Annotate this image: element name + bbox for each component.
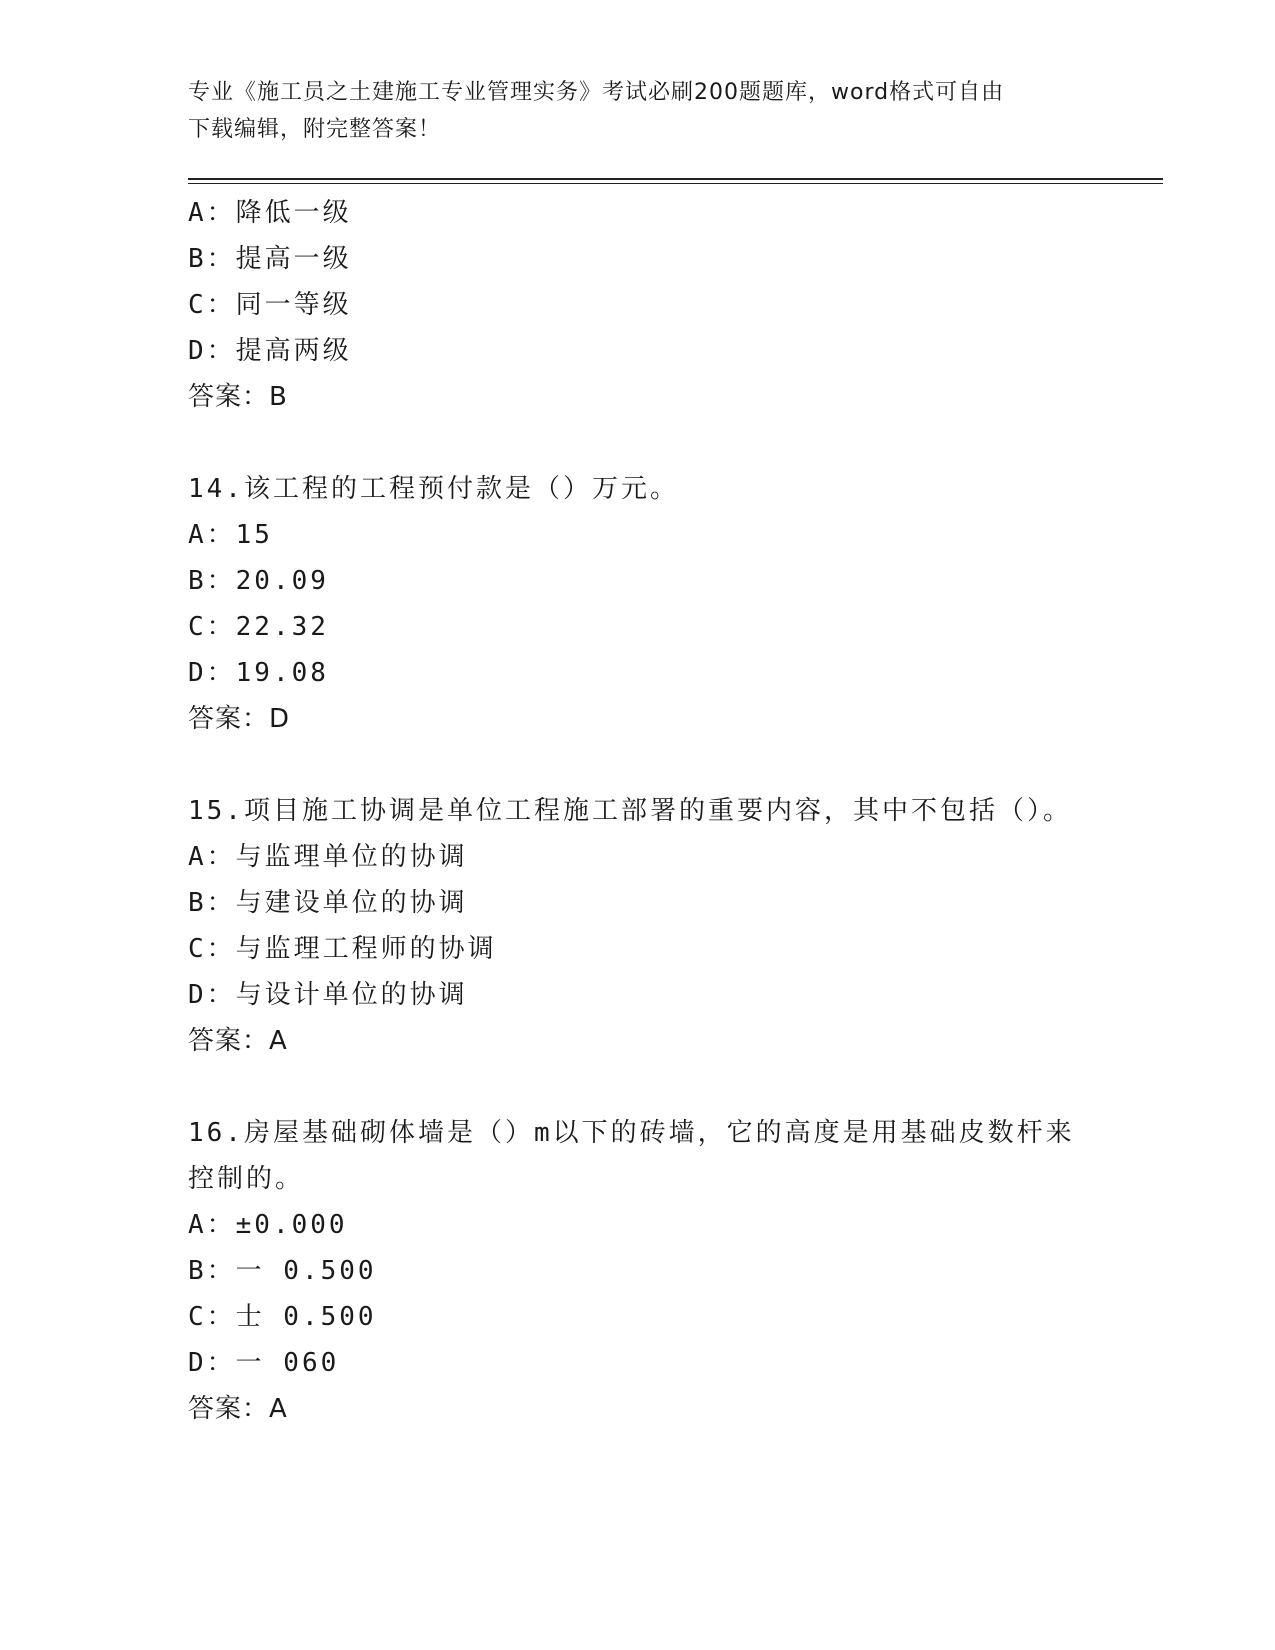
option-b: B：提高一级 bbox=[188, 244, 352, 274]
option-d: D：19.08 bbox=[188, 658, 329, 688]
question-text: 15.项目施工协调是单位工程施工部署的重要内容，其中不包括（）。 bbox=[188, 796, 1072, 826]
question-13 bbox=[188, 190, 1088, 420]
option-d: D：一 060 bbox=[188, 1348, 340, 1378]
option-d: D：提高两级 bbox=[188, 336, 352, 366]
question-list bbox=[188, 190, 1088, 1432]
option-b: B：与建设单位的协调 bbox=[188, 888, 468, 918]
question-text-line-2: 控制的。 bbox=[188, 1164, 305, 1194]
question-16 bbox=[188, 1110, 1088, 1432]
option-a: A：降低一级 bbox=[188, 198, 352, 228]
document-header bbox=[188, 74, 1068, 148]
question-text: 14.该工程的工程预付款是（）万元。 bbox=[188, 474, 679, 504]
option-b: B：20.09 bbox=[188, 566, 329, 596]
answer: 答案：A bbox=[188, 1394, 288, 1424]
option-d: D：与设计单位的协调 bbox=[188, 980, 468, 1010]
header-divider-thin bbox=[188, 183, 1163, 184]
spacer bbox=[188, 742, 1088, 788]
option-b: B：一 0.500 bbox=[188, 1256, 377, 1286]
option-c: C：22.32 bbox=[188, 612, 329, 642]
question-14 bbox=[188, 466, 1088, 742]
option-c: C：与监理工程师的协调 bbox=[188, 934, 497, 964]
answer: 答案：D bbox=[188, 704, 291, 734]
option-c: C：士 0.500 bbox=[188, 1302, 377, 1332]
spacer bbox=[188, 420, 1088, 466]
option-c: C：同一等级 bbox=[188, 290, 352, 320]
spacer bbox=[188, 1064, 1088, 1110]
option-a: A：与监理单位的协调 bbox=[188, 842, 468, 872]
header-line-2: 下载编辑，附完整答案！ bbox=[188, 117, 442, 142]
question-15 bbox=[188, 788, 1088, 1064]
header-line-1: 专业《施工员之土建施工专业管理实务》考试必刷200题题库，word格式可自由 bbox=[188, 80, 1005, 105]
answer: 答案：A bbox=[188, 1026, 288, 1056]
option-a: A：±0.000 bbox=[188, 1210, 348, 1240]
question-text-line-1: 16.房屋基础砌体墙是（）m以下的砖墙，它的高度是用基础皮数杆来 bbox=[188, 1118, 1075, 1148]
header-divider-thick bbox=[188, 178, 1163, 180]
answer: 答案：B bbox=[188, 382, 288, 412]
option-a: A：15 bbox=[188, 520, 273, 550]
